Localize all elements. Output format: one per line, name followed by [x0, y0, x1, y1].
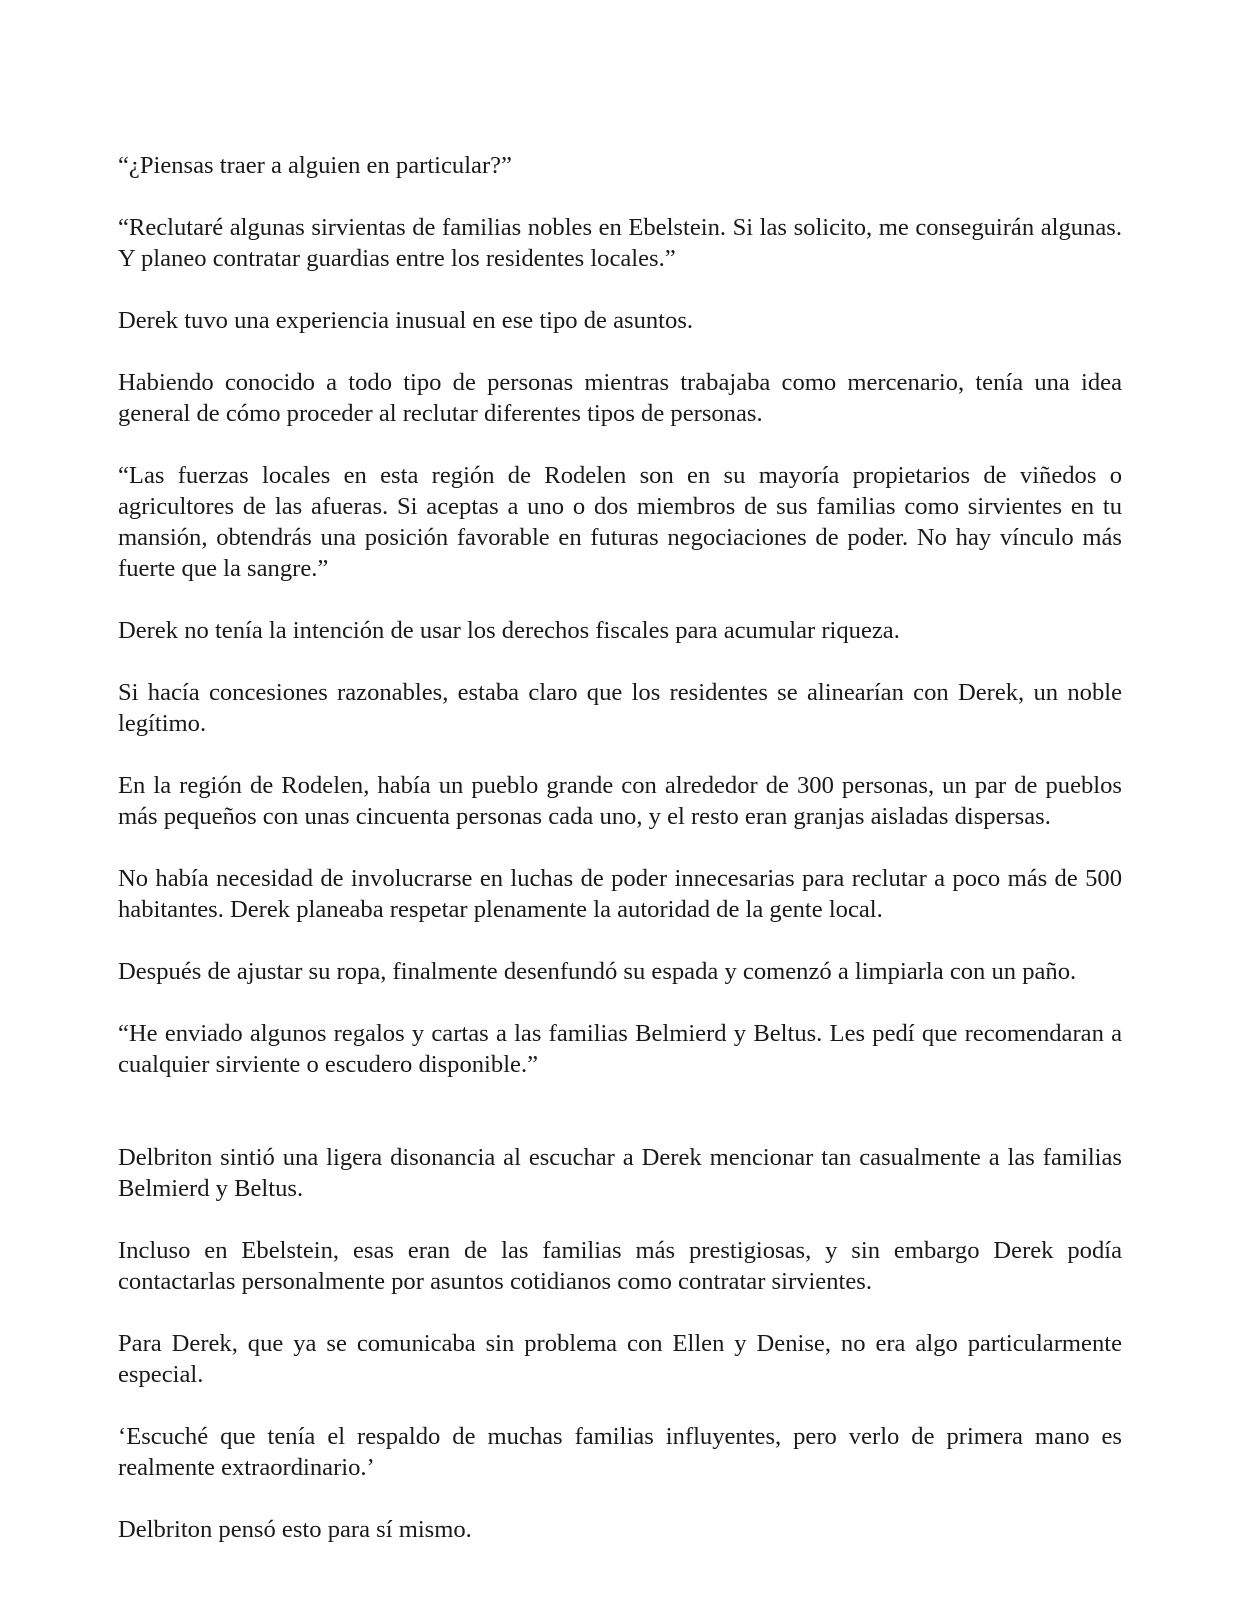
paragraph: ‘Escuché que tenía el respaldo de muchas familias influyentes, pero verlo de primera mano es realmente extraordinario.’ — [118, 1423, 1122, 1481]
paragraph: No había necesidad de involucrarse en luchas de poder innecesarias para reclutar a poco más de 500 habitantes. Derek planeaba respetar plenamente la autoridad de la gente local. — [118, 865, 1122, 923]
paragraph: Habiendo conocido a todo tipo de personas mientras trabajaba como mercenario, tenía una idea general de cómo proceder al reclutar diferentes tipos de personas. — [118, 369, 1122, 427]
document-body — [118, 150, 1122, 1576]
paragraph: Delbriton pensó esto para sí mismo. — [118, 1516, 472, 1543]
paragraph: Derek no tenía la intención de usar los derechos fiscales para acumular riqueza. — [118, 617, 900, 644]
paragraph: “Reclutaré algunas sirvientas de familias nobles en Ebelstein. Si las solicito, me conseguirán algunas. Y planeo contratar guardias entre los residentes locales.” — [118, 214, 1122, 272]
paragraph: “Las fuerzas locales en esta región de Rodelen son en su mayoría propietarios de viñedos o agricultores de las afueras. Si aceptas a uno o dos miembros de sus familias como sirvientes en tu mansión, obtendrás una posición favorable en futuras negociaciones de poder. No hay vínculo más fuerte que la sangre.” — [118, 462, 1122, 582]
paragraph: Incluso en Ebelstein, esas eran de las familias más prestigiosas, y sin embargo Derek podía contactarlas personalmente por asuntos cotidianos como contratar sirvientes. — [118, 1237, 1122, 1295]
paragraph: Delbriton sintió una ligera disonancia al escuchar a Derek mencionar tan casualmente a las familias Belmierd y Beltus. — [118, 1144, 1122, 1202]
paragraph: En la región de Rodelen, había un pueblo grande con alrededor de 300 personas, un par de pueblos más pequeños con unas cincuenta personas cada uno, y el resto eran granjas aisladas dispersas. — [118, 772, 1122, 830]
paragraph: Después de ajustar su ropa, finalmente desenfundó su espada y comenzó a limpiarla con un paño. — [118, 958, 1077, 985]
paragraph: Si hacía concesiones razonables, estaba claro que los residentes se alinearían con Derek, un noble legítimo. — [118, 679, 1122, 737]
paragraph: “¿Piensas traer a alguien en particular?” — [118, 152, 512, 179]
paragraph: Derek tuvo una experiencia inusual en ese tipo de asuntos. — [118, 307, 694, 334]
paragraph: Para Derek, que ya se comunicaba sin problema con Ellen y Denise, no era algo particularmente especial. — [118, 1330, 1122, 1388]
paragraph: “He enviado algunos regalos y cartas a las familias Belmierd y Beltus. Les pedí que recomendaran a cualquier sirviente o escudero disponible.” — [118, 1020, 1122, 1078]
